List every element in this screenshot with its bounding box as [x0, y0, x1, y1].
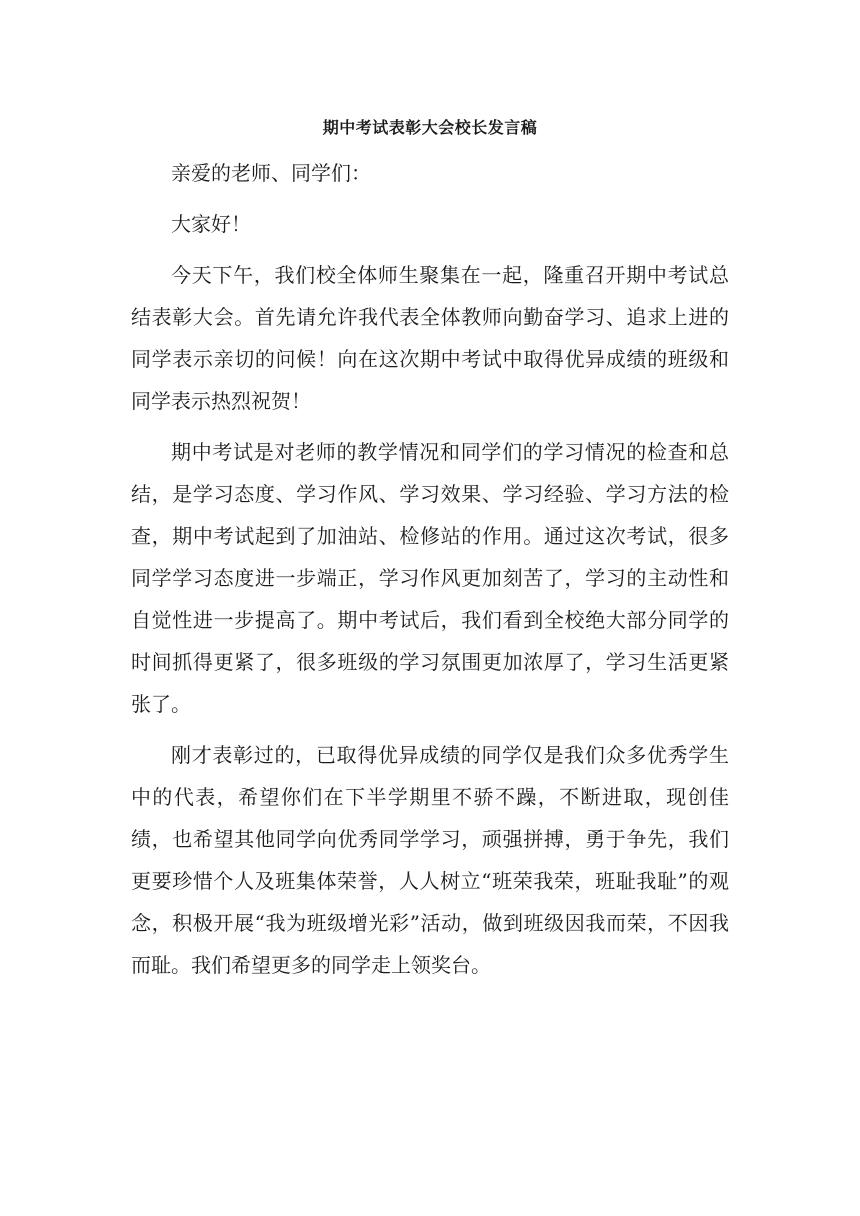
document-title: 期中考试表彰大会校长发言稿	[322, 118, 538, 137]
paragraph-encouragement: 刚才表彰过的，已取得优异成绩的同学仅是我们众多优秀学生中的代表，希望你们在下半学期里不骄不躁，不断进取，现创佳绩，也希望其他同学向优秀同学学习，顽强拼搏，勇于争先，我们更要珍惜个人及班集体荣誉，人人树立“班荣我荣，班耻我耻”的观念，积极开展“我为班级增光彩”活动，做到班级因我而荣，不因我而耻。我们希望更多的同学走上领奖台。	[131, 743, 729, 977]
document-body	[131, 152, 729, 995]
greeting: 大家好！	[171, 212, 251, 236]
paragraph-opening: 今天下午，我们校全体师生聚集在一起，隆重召开期中考试总结表彰大会。首先请允许我代表全体教师向勤奋学习、追求上进的同学表示亲切的问候！向在这次期中考试中取得优异成绩的班级和同学表示热烈祝贺！	[131, 263, 729, 413]
paragraph-exam-review: 期中考试是对老师的教学情况和同学们的学习情况的检查和总结，是学习态度、学习作风、学习效果、学习经验、学习方法的检查，期中考试起到了加油站、检修站的作用。通过这次考试，很多同学学习态度进一步端正，学习作风更加刻苦了，学习的主动性和自觉性进一步提高了。期中考试后，我们看到全校绝大部分同学的时间抓得更紧了，很多班级的学习氛围更加浓厚了，学习生活更紧张了。	[131, 440, 729, 716]
salutation: 亲爱的老师、同学们：	[171, 161, 371, 185]
